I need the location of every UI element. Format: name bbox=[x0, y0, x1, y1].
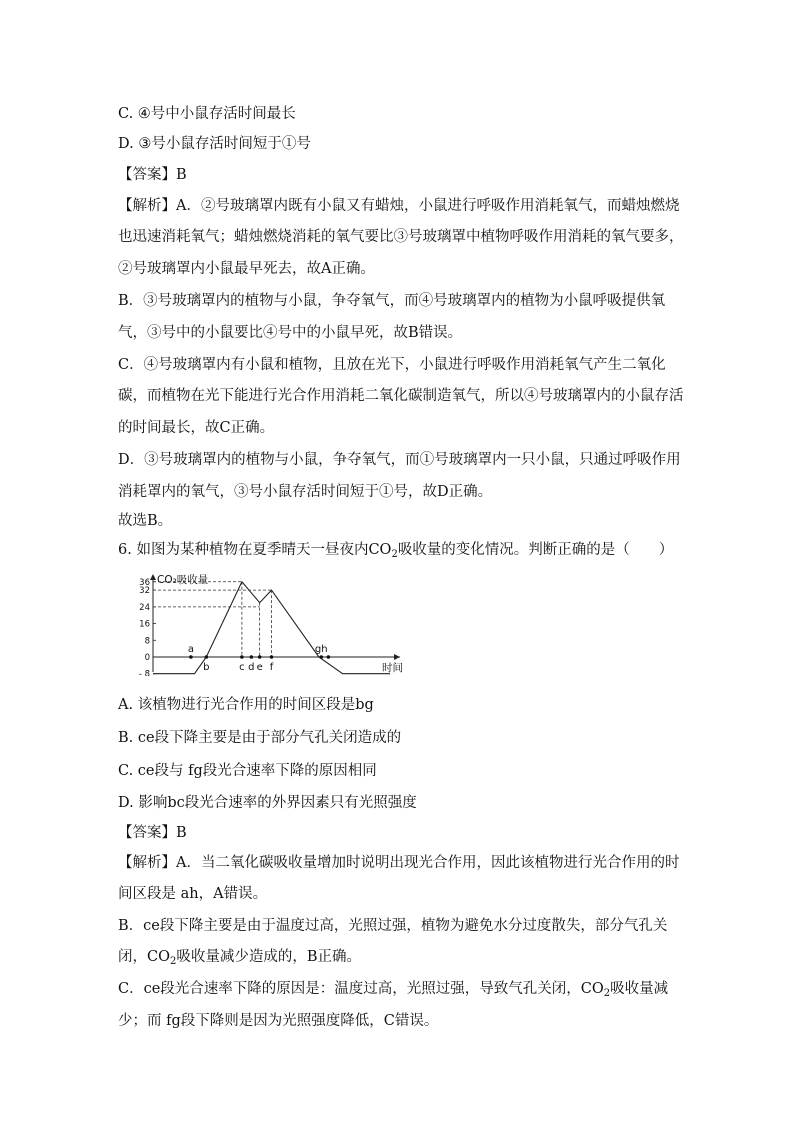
y-axis-arrow bbox=[150, 574, 156, 580]
text-line: D. ③号小鼠存活时间短于①号 bbox=[118, 136, 311, 152]
text-line: 也迅速消耗氧气；蜡烛燃烧消耗的氧气要比③号玻璃罩中植物呼吸作用消耗的氧气要多， bbox=[118, 229, 684, 245]
time-point-dot bbox=[189, 655, 193, 659]
time-point-label: f bbox=[269, 662, 274, 673]
analysis-a-line1: 【解析】A．当二氧化碳吸收量增加时说明出现光合作用，因此该植物进行光合作用的时 bbox=[118, 855, 680, 871]
text-line: ②号玻璃罩内小鼠最早死去，故A正确。 bbox=[118, 261, 375, 277]
time-point-label: a bbox=[187, 644, 194, 655]
y-tick-label: 36 bbox=[139, 577, 150, 588]
time-point-dot bbox=[205, 655, 209, 659]
option-d: D. 影响bc段光合速率的外界因素只有光照强度 bbox=[118, 795, 417, 811]
x-axis-arrow bbox=[394, 654, 400, 660]
y-tick-label: 32 bbox=[139, 586, 150, 597]
time-point-dot bbox=[319, 655, 323, 659]
y-axis-label: CO₂吸收量 bbox=[157, 574, 209, 586]
y-tick-label: 16 bbox=[139, 619, 150, 630]
y-tick-label: 24 bbox=[139, 602, 150, 613]
time-point-label: b bbox=[203, 662, 210, 673]
analysis-c-line1: C．ce段光合速率下降的原因是：温度过高，光照过强，导致气孔关闭，$CO_2$吸收量减 bbox=[118, 981, 669, 999]
time-point-label: gh bbox=[314, 644, 328, 655]
time-point-label: e bbox=[256, 662, 263, 673]
time-point-label: d bbox=[248, 662, 255, 673]
analysis-c-line2: 少；而 fg段下降则是因为光照强度降低，C错误。 bbox=[118, 1013, 439, 1029]
text-line: 消耗罩内的氧气，③号小鼠存活时间短于①号，故D正确。 bbox=[118, 484, 493, 500]
text-line: B．③号玻璃罩内的植物与小鼠，争夺氧气，而④号玻璃罩内的植物为小鼠呼吸提供氧 bbox=[118, 293, 666, 309]
text-line: 故选B。 bbox=[118, 513, 173, 529]
time-point-dot bbox=[270, 655, 274, 659]
analysis-b-line1: B．ce段下降主要是由于温度过高，光照过强，植物为避免水分过度散失，部分气孔关 bbox=[118, 918, 668, 934]
question-6: 6. 如图为某种植物在夏季晴天一昼夜内$CO_2$吸收量的变化情况。判断正确的是（ ） bbox=[118, 542, 674, 560]
text-line: 【解析】A．②号玻璃罩内既有小鼠又有蜡烛，小鼠进行呼吸作用消耗氧气，而蜡烛燃烧 bbox=[118, 198, 680, 214]
analysis-b-line2: 闭，$CO_2$吸收量减少造成的，B正确。 bbox=[118, 949, 362, 967]
answer-6: 【答案】B bbox=[118, 825, 187, 841]
option-c: C. ce段与 fg段光合速率下降的原因相同 bbox=[118, 763, 377, 779]
y-tick-label: - 8 bbox=[138, 669, 150, 676]
text-line: D．③号玻璃罩内的植物与小鼠，争夺氧气，而①号玻璃罩内一只小鼠，只通过呼吸作用 bbox=[118, 452, 681, 468]
text-line: 气，③号中的小鼠要比④号中的小鼠早死，故B错误。 bbox=[118, 325, 463, 341]
co2-absorption-chart bbox=[135, 572, 425, 676]
x-axis-label: 时间 bbox=[382, 662, 403, 674]
text-line: C. ④号中小鼠存活时间最长 bbox=[118, 106, 296, 122]
analysis-a-line2: 间区段是 ah，A错误。 bbox=[118, 886, 268, 902]
text-line: 的时间最长，故C正确。 bbox=[118, 420, 275, 436]
text-line: 【答案】B bbox=[118, 167, 187, 183]
time-point-dot bbox=[250, 655, 254, 659]
y-tick-label: 0 bbox=[144, 653, 150, 663]
time-point-label: c bbox=[239, 662, 245, 673]
option-b: B. ce段下降主要是由于部分气孔关闭造成的 bbox=[118, 730, 402, 746]
y-tick-label: 8 bbox=[144, 636, 150, 647]
option-a: A. 该植物进行光合作用的时间区段是bg bbox=[118, 697, 374, 713]
time-point-dot bbox=[327, 655, 331, 659]
time-point-dot bbox=[240, 655, 244, 659]
text-line: 碳，而植物在光下能进行光合作用消耗二氧化碳制造氧气，所以④号玻璃罩内的小鼠存活 bbox=[118, 388, 684, 404]
text-line: C．④号玻璃罩内有小鼠和植物，且放在光下，小鼠进行呼吸作用消耗氧气产生二氧化 bbox=[118, 357, 666, 373]
time-point-dot bbox=[258, 655, 262, 659]
